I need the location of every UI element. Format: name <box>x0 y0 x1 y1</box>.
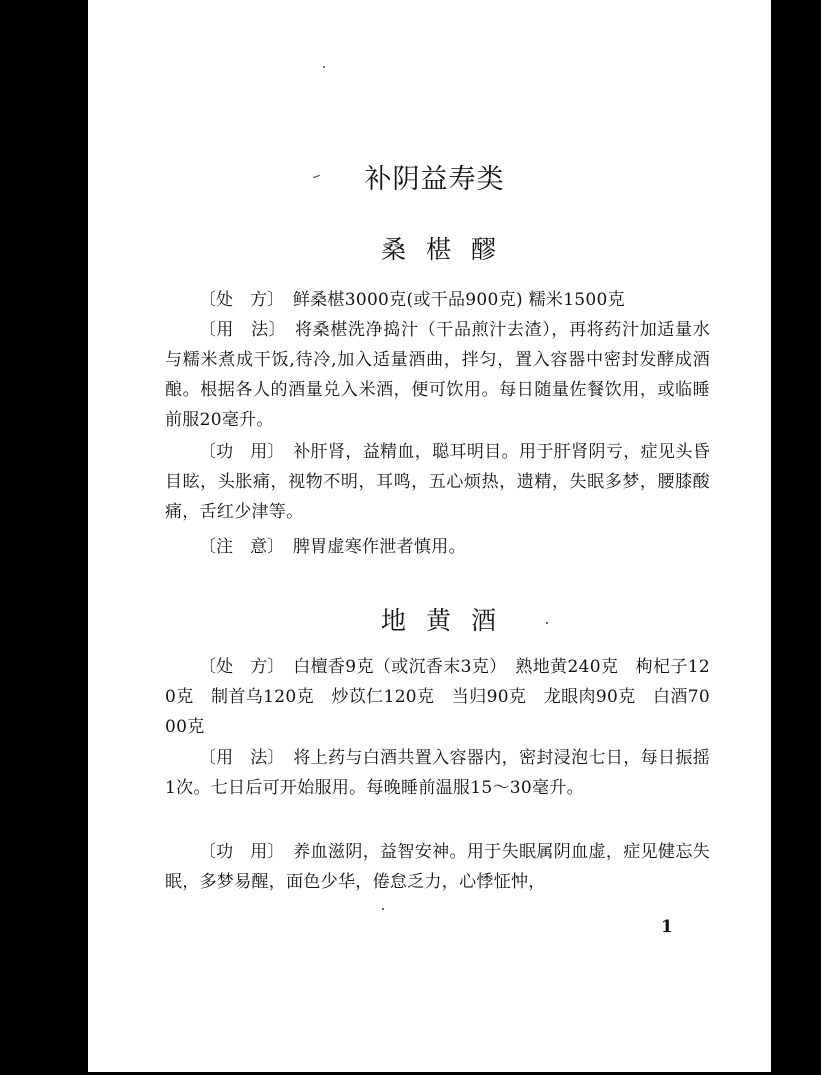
paragraph-text: 养血滋阴，益智安神。用于失眠属阴血虚，症见健忘失眠，多梦易醒，面色少华，倦怠乏力，心悸怔忡， <box>165 842 710 892</box>
paragraph-tag: 〔注 意〕 <box>199 537 276 557</box>
page-number: 1 <box>661 917 673 937</box>
paragraph-tag: 〔用 法〕 <box>199 320 278 340</box>
page-title: 补阴益寿类 <box>364 164 505 195</box>
paragraph-tag: 〔功 用〕 <box>199 842 276 862</box>
section-heading-dihuang: 地黄酒 <box>380 606 516 635</box>
paragraph-text: 鲜桑椹3000克(或干品900克) 糯米1500克 <box>292 290 625 310</box>
paragraph-text: 将上药与白酒共置入容器内，密封浸泡七日，每日振摇1次。七日后可开始服用。每晚睡前温服15～30毫升。 <box>165 748 710 798</box>
paragraph-text: 将桑椹洗净捣汁（干品煎汁去渣），再将药汁加适量水与糯米煮成干饭,待冷,加入适量酒曲，拌匀，置入容器中密封发酵成酒酿。根据各人的酒量兑入米酒，便可饮用。每日随量佐餐饮用，或临睡前服20毫升。 <box>165 320 710 430</box>
book-page <box>88 0 771 1075</box>
paragraph-text: 补肝肾，益精血，聪耳明目。用于肝肾阴亏，症见头昏目眩，头胀痛，视物不明，耳鸣，五心烦热，遗精，失眠多梦，腰膝酸痛，舌红少津等。 <box>165 442 710 522</box>
paragraph-usage <box>165 743 710 803</box>
paragraph-caution <box>165 532 710 562</box>
paragraph-tag: 〔处 方〕 <box>199 657 276 677</box>
paragraph-function <box>165 837 710 897</box>
paragraph-tag: 〔处 方〕 <box>199 290 276 310</box>
print-speck <box>382 908 384 910</box>
paragraph-function <box>165 437 710 527</box>
paragraph-tag: 〔功 用〕 <box>199 442 276 462</box>
paragraph-tag: 〔用 法〕 <box>199 748 276 768</box>
paragraph-usage <box>165 315 710 435</box>
paragraph-prescription <box>165 285 710 315</box>
paragraph-prescription <box>165 652 710 742</box>
paragraph-text: 白檀香9克（或沉香末3克） 熟地黄240克 枸杞子120克 制首乌120克 炒苡仁120克 当归90克 龙眼肉90克 白酒7000克 <box>165 657 711 737</box>
section-heading-sangshen: 桑椹醪 <box>380 235 516 264</box>
print-speck <box>546 622 548 624</box>
print-speck <box>323 66 325 68</box>
paragraph-text: 脾胃虚寒作泄者慎用。 <box>292 537 466 557</box>
